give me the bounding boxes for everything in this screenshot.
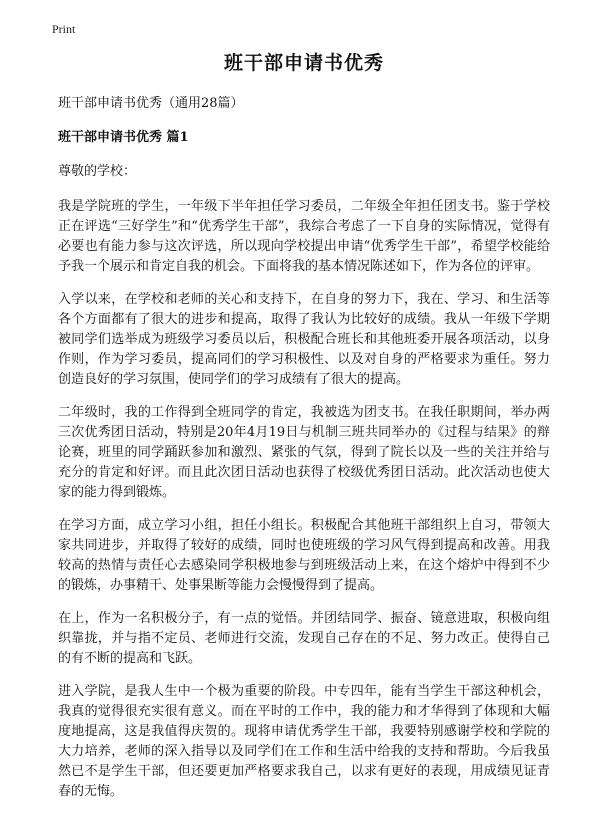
document-body [58,52,550,815]
document-subtitle: 班干部申请书优秀（通用28篇） [58,96,244,111]
section-heading: 班干部申请书优秀 篇1 [58,130,189,145]
salutation: 尊敬的学校： [58,164,137,179]
paragraph: 进入学院，是我人生中一个极为重要的阶段。中专四年，能有当学生干部这种机会，我真的觉得很充实很有意义。而在平时的工作中，我的能力和才华得到了体现和大幅度地提高，这是我值得庆贺的。现将申请优秀学生干部，我要特别感谢学校和学院的大力培养，老师的深入指导以及同学们在工作和生活中给我的支持和帮助。今后我虽然已不是学生干部，但还要更加严格要求我自己，以求有更好的表现，用成绩见证青春的无悔。 [58,684,550,799]
print-label: Print [52,22,76,36]
paragraph: 二年级时，我的工作得到全班同学的肯定，我被选为团支书。在我任职期间，举办两三次优秀团日活动，特别是20年4月19日与机制三班共同举办的《过程与结果》的辩论赛，班里的同学踊跃参加和激烈、紧张的气氛，得到了院长以及一些的关注并给与充分的肯定和好评。而且此次团日活动也获得了校级优秀团日活动。此次活动也使大家的能力得到锻炼。 [58,405,550,500]
paragraph: 在上，作为一名积极分子，有一点的觉悟。并团结同学、振奋、镜意进取，积极向组织靠拢，并与指不定员、老师进行交流，发现自己存在的不足、努力改正。使得自己的有不断的提高和飞跃。 [58,611,550,666]
document-title: 班干部申请书优秀 [223,52,384,74]
paragraph: 我是学院班的学生，一年级下半年担任学习委员，二年级全年担任团支书。鉴于学校正在评选“三好学生”和“优秀学生干部”，我综合考虑了一下自身的实际情况，觉得有必要也有能力参与这次评选，所以现向学校提出申请“优秀学生干部”，希望学校能给予我一个展示和肯定自我的机会。下面将我的基本情况陈述如下，作为各位的评审。 [58,199,550,274]
paragraph: 入学以来，在学校和老师的关心和支持下，在自身的努力下，我在、学习、和生活等各个方面都有了很大的进步和提高，取得了我认为比较好的成绩。我从一年级下学期被同学们选举成为班级学习委员以后，积极配合班长和其他班委开展各项活动，以身作则，作为学习委员，提高同们的学习积极性、以及对自身的严格要求为重任。努力创造良好的学习氛围，使同学们的学习成绩有了很大的提高。 [58,292,550,387]
paragraph: 在学习方面，成立学习小组，担任小组长。积极配合其他班干部组织上自习，带领大家共同进步，并取得了较好的成绩，同时也使班级的学习风气得到提高和改善。用我较高的热情与责任心去感染同学积极地参与到班级活动上来，在这个熔炉中得到不少的锻炼，办事精干、处事果断等能力会慢慢得到了提高。 [58,518,550,593]
